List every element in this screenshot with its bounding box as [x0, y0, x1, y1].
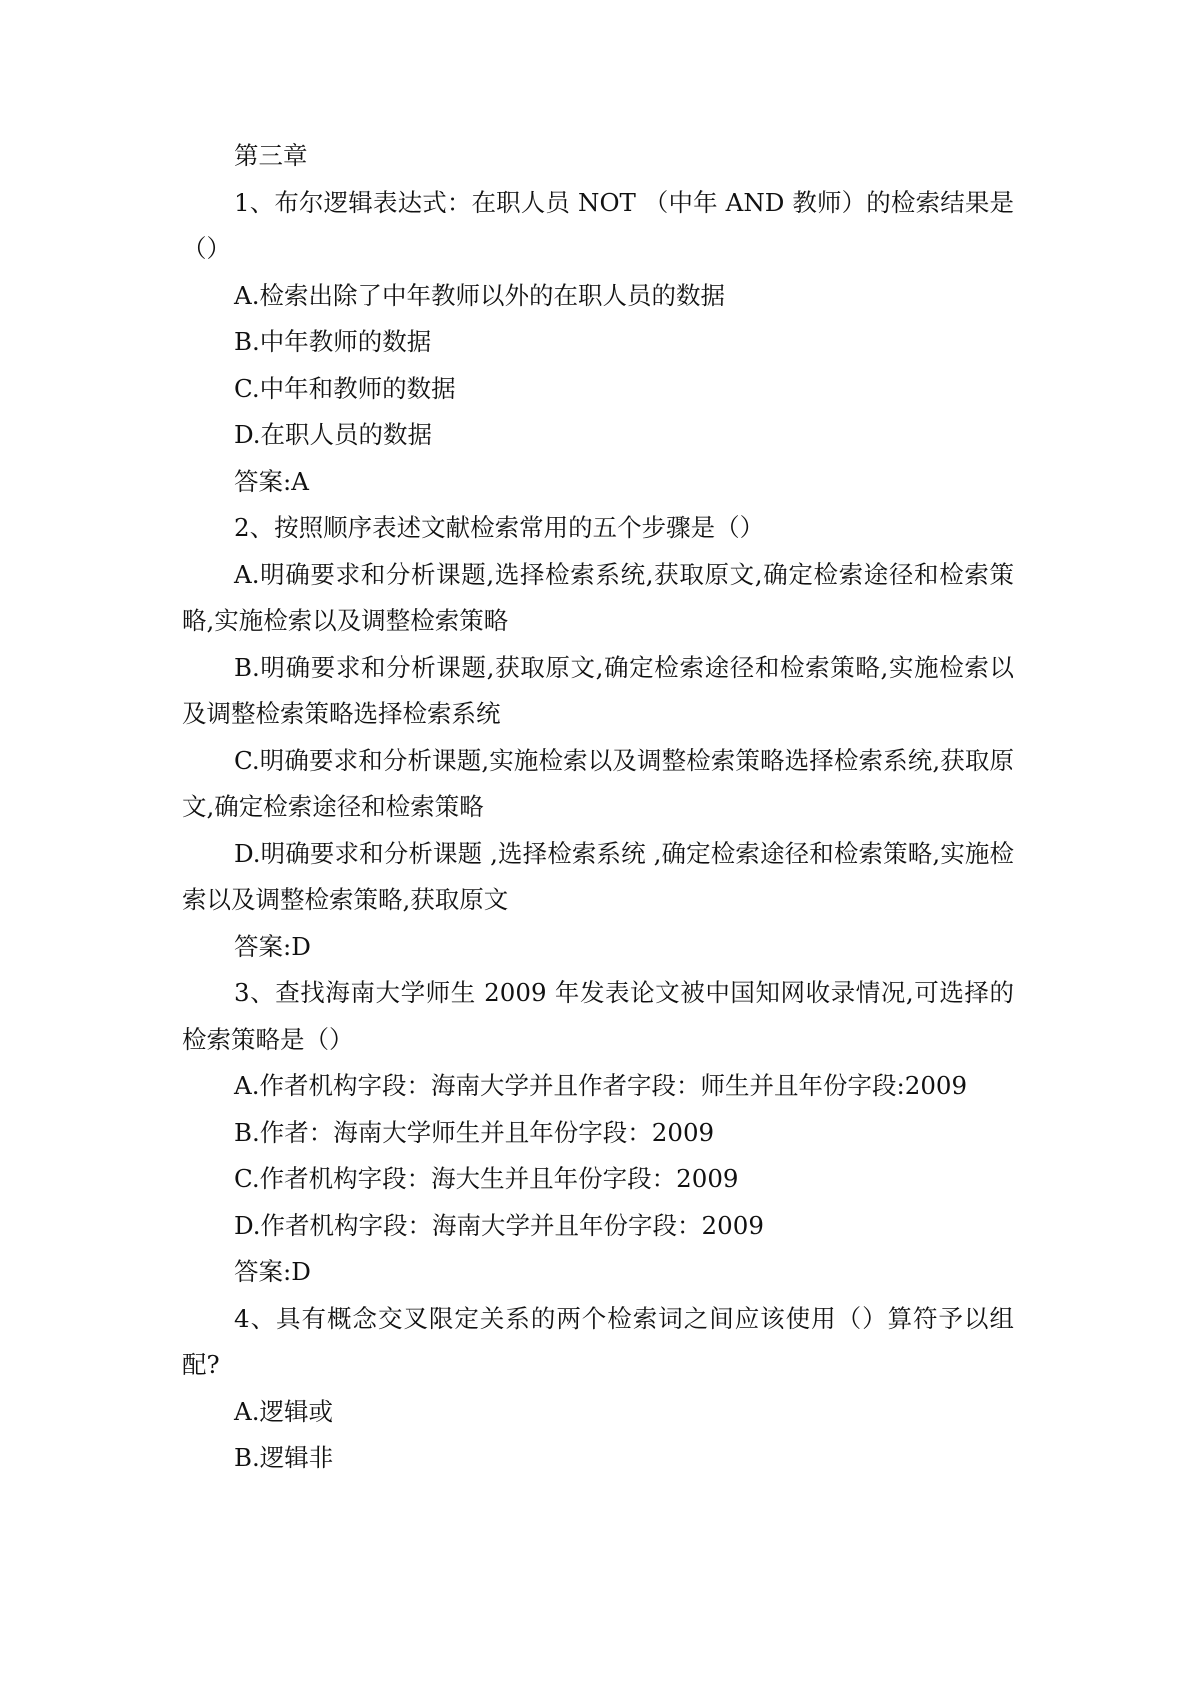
question-2: 2、按照顺序表述文献检索常用的五个步骤是（） — [234, 513, 765, 542]
question-3-option-b: B.作者：海南大学师生并且年份字段：2009 — [234, 1117, 715, 1147]
question-3-option-c: C.作者机构字段：海大生并且年份字段：2009 — [234, 1164, 739, 1193]
question-2-option-b: B.明确要求和分析课题,获取原文,确定检索途径和检索策略,实施检索以及调整检索策略选择检索系统 — [182, 652, 1014, 728]
question-1-option-a: A.检索出除了中年教师以外的在职人员的数据 — [234, 280, 725, 310]
question-3-option-a: A.作者机构字段：海南大学并且作者字段：师生并且年份字段:2009 — [234, 1071, 968, 1100]
question-2-answer: 答案:D — [234, 931, 311, 961]
question-1: 1、布尔逻辑表达式：在职人员 NOT （中年 AND 教师）的检索结果是（） — [182, 187, 1014, 263]
question-2-option-c: C.明确要求和分析课题,实施检索以及调整检索策略选择检索系统,获取原文,确定检索途径和检索策略 — [182, 745, 1014, 821]
question-2-option-a: A.明确要求和分析课题,选择检索系统,获取原文,确定检索途径和检索策略,实施检索以及调整检索策略 — [182, 559, 1014, 635]
question-4-option-b: B.逻辑非 — [234, 1443, 334, 1472]
document-body — [182, 133, 1014, 1482]
question-1-option-c: C.中年和教师的数据 — [234, 373, 456, 403]
question-2-option-d: D.明确要求和分析课题 ,选择检索系统 ,确定检索途径和检索策略,实施检索以及调整检索策略,获取原文 — [182, 838, 1014, 914]
question-3-answer: 答案:D — [234, 1257, 311, 1286]
chapter-title: 第三章 — [234, 141, 308, 170]
question-1-option-b: B.中年教师的数据 — [234, 327, 432, 356]
question-3-option-d: D.作者机构字段：海南大学并且年份字段：2009 — [234, 1210, 764, 1240]
question-1-option-d: D.在职人员的数据 — [234, 420, 433, 449]
question-4-option-a: A.逻辑或 — [234, 1396, 333, 1426]
question-3: 3、查找海南大学师生 2009 年发表论文被中国知网收录情况,可选择的检索策略是（） — [182, 978, 1014, 1054]
question-1-answer: 答案:A — [234, 466, 309, 496]
question-4: 4、具有概念交叉限定关系的两个检索词之间应该使用（）算符予以组配? — [182, 1303, 1014, 1379]
